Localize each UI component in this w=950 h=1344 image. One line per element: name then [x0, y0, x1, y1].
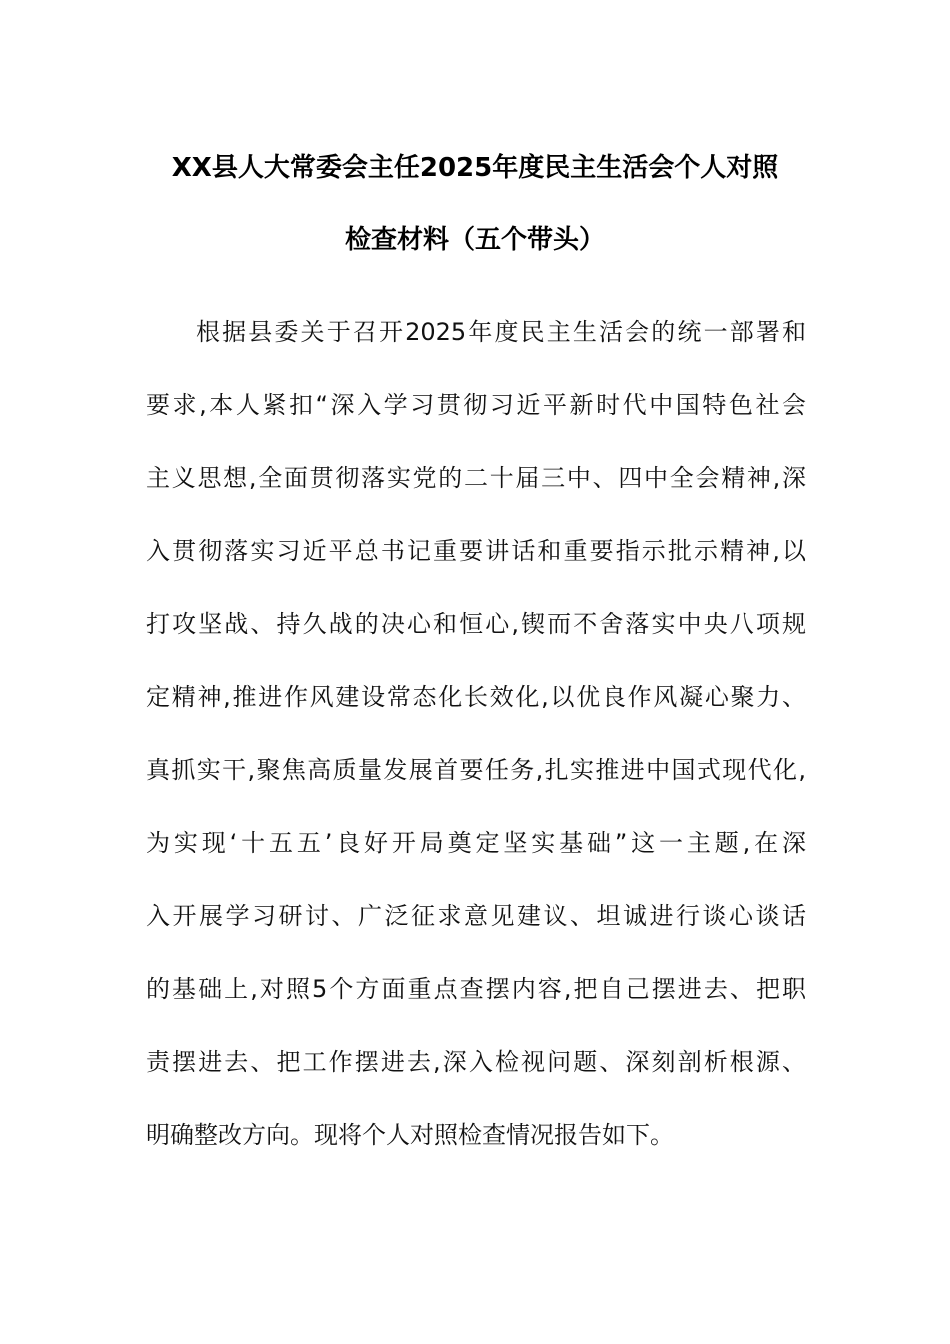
- body-line: 的基础上,对照5个方面重点查摆内容,把自己摆进去、把职: [146, 975, 806, 1003]
- body-line: 打攻坚战、持久战的决心和恒心,锲而不舍落实中央八项规: [146, 610, 806, 638]
- body-line: 责摆进去、把工作摆进去,深入检视问题、深刻剖析根源、: [146, 1048, 806, 1076]
- document-title-line-1: XX县人大常委会主任2025年度民主生活会个人对照: [171, 153, 779, 183]
- body-line: 真抓实干,聚焦高质量发展首要任务,扎实推进中国式现代化,: [146, 756, 806, 784]
- body-line: 入贯彻落实习近平总书记重要讲话和重要指示批示精神,以: [146, 537, 806, 565]
- body-line: 明确整改方向。现将个人对照检查情况报告如下。: [146, 1121, 674, 1149]
- body-line: 为实现‘十五五’良好开局奠定坚实基础”这一主题,在深: [146, 829, 806, 857]
- body-line: 根据县委关于召开2025年度民主生活会的统一部署和: [196, 318, 806, 346]
- document-title-line-2: 检查材料（五个带头）: [344, 225, 605, 255]
- body-line: 定精神,推进作风建设常态化长效化,以优良作风凝心聚力、: [146, 683, 806, 711]
- body-line: 主义思想,全面贯彻落实党的二十届三中、四中全会精神,深: [146, 464, 806, 492]
- body-line: 入开展学习研讨、广泛征求意见建议、坦诚进行谈心谈话: [146, 902, 806, 930]
- body-line: 要求,本人紧扣“深入学习贯彻习近平新时代中国特色社会: [146, 391, 806, 419]
